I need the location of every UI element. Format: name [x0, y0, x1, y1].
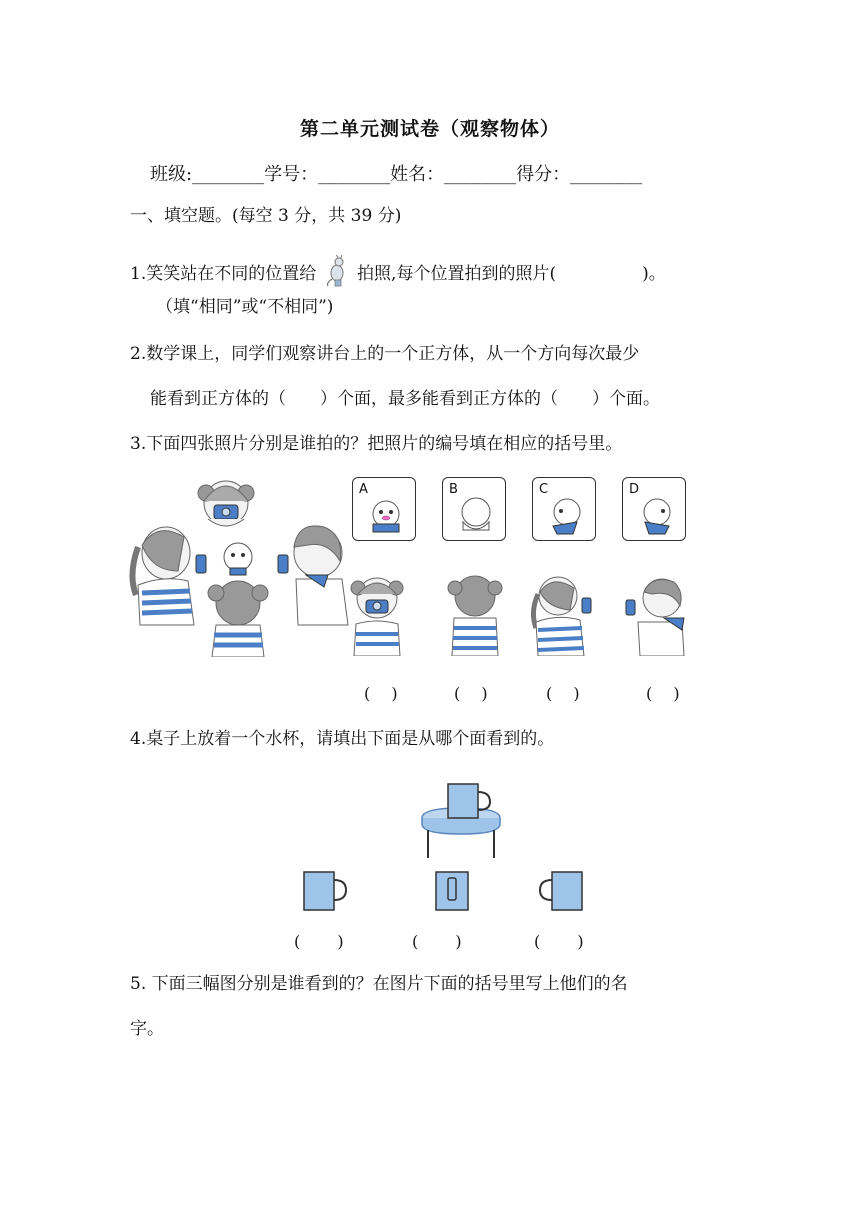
- answer-blank-cup-1[interactable]: ( ): [294, 932, 344, 951]
- page-title: 第二单元测试卷（观察物体）: [299, 118, 560, 140]
- cup-view-handle-front: [432, 870, 472, 912]
- photographer-girl-side: [528, 572, 598, 656]
- duck-right-view-icon: [623, 478, 685, 540]
- photo-b-label: B: [449, 482, 458, 497]
- question-1-text-c: )。: [642, 264, 666, 284]
- question-2-line-1: 2.数学课上，同学们观察讲台上的一个正方体，从一个方向每次最少: [130, 344, 640, 364]
- answer-blank-photo-4[interactable]: ( ): [646, 684, 680, 703]
- answer-blank-photo-2[interactable]: ( ): [454, 684, 488, 703]
- question-5-line-2: 字。: [130, 1019, 164, 1039]
- girl-bottom-figure: [208, 581, 268, 657]
- answer-blank-cup-2[interactable]: ( ): [412, 932, 462, 951]
- duck-toy-figure: [224, 543, 252, 575]
- question-5-line-1: 5. 下面三幅图分别是谁看到的？在图片下面的括号里写上他们的名: [130, 974, 628, 994]
- question-4-text: 4.桌子上放着一个水杯，请填出下面是从哪个面看到的。: [130, 729, 555, 749]
- answer-blank-photo-3[interactable]: ( ): [546, 684, 580, 703]
- duck-front-view-icon: [353, 478, 415, 540]
- photo-c: [532, 477, 596, 541]
- question-1-line-1: [130, 255, 666, 287]
- photo-b: [442, 477, 506, 541]
- duck-back-view-icon: [443, 478, 505, 540]
- question-1-text-a: 1.笑笑站在不同的位置给: [130, 264, 317, 284]
- kangaroo-toy-icon: [324, 255, 350, 287]
- boy-right-figure: [278, 526, 348, 625]
- photo-c-label: C: [539, 482, 549, 497]
- photo-d-label: D: [629, 482, 640, 497]
- photo-a-label: A: [359, 482, 368, 497]
- question-2-line-2: 能看到正方体的（ ）个面，最多能看到正方体的（ ）个面。: [150, 389, 660, 409]
- children-photographing-toy-scene: [128, 475, 350, 657]
- girl-left-figure: [132, 527, 206, 625]
- cup-view-handle-left: [538, 870, 588, 912]
- question-3-text: 3.下面四张照片分别是谁拍的？把照片的编号填在相应的括号里。: [130, 434, 623, 454]
- question-1-text-b: 拍照,每个位置拍到的照片(: [357, 264, 557, 284]
- student-info-line: 班级:________学号：________姓名：________得分：________: [150, 164, 643, 185]
- photographer-girl-front: [346, 572, 408, 656]
- photographer-boy-side: [622, 572, 688, 656]
- cup-view-handle-right: [300, 870, 350, 912]
- duck-left-view-icon: [533, 478, 595, 540]
- answer-blank-photo-1[interactable]: ( ): [364, 684, 398, 703]
- question-1-hint: （填“相同”或“不相同”): [156, 297, 334, 317]
- section-heading: 一、填空题。(每空 3 分，共 39 分): [130, 206, 402, 226]
- cup-on-table-illustration: [416, 778, 506, 860]
- photo-d: [622, 477, 686, 541]
- photographer-girl-back: [444, 572, 506, 656]
- answer-blank-cup-3[interactable]: ( ): [534, 932, 584, 951]
- girl-top-figure: [198, 481, 254, 526]
- photo-a: [352, 477, 416, 541]
